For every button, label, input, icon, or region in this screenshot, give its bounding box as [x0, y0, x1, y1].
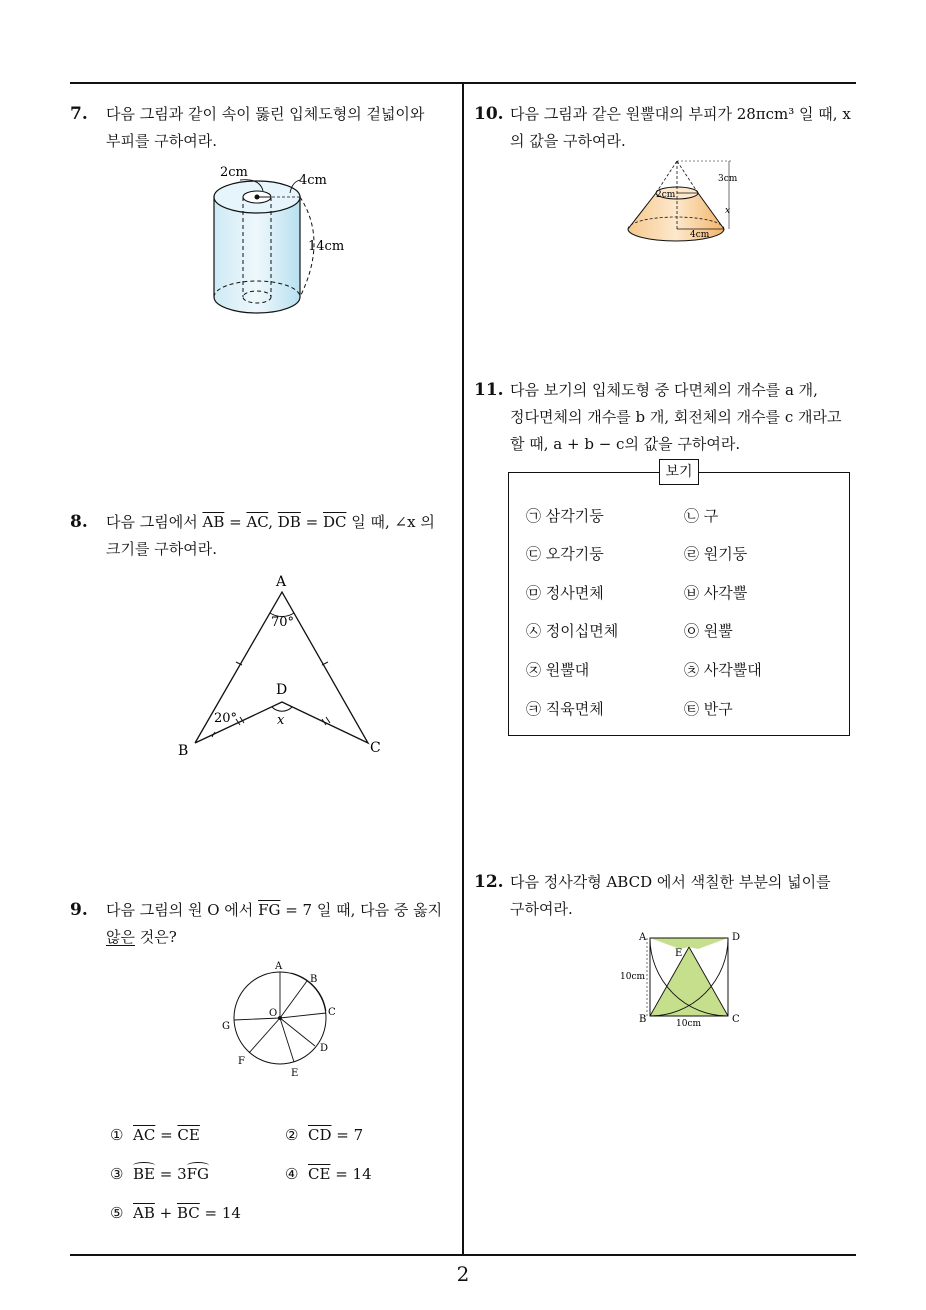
option-5[interactable]: ⑤ $\overline{AB} + \overline{BC} = 14$ [110, 1204, 241, 1222]
column-divider [462, 82, 464, 1256]
question-text-line1: 다음 그림과 같이 속이 뚫린 입체도형의 겉넓이와 [106, 105, 425, 123]
point-c-label: C [328, 1007, 336, 1018]
list-item: ㉤ 정사면체 [526, 584, 604, 602]
point-d-label: D [320, 1043, 329, 1054]
list-item: ㉢ 오각기둥 [526, 545, 604, 563]
angle-a-label: 70° [271, 615, 295, 630]
triangle-figure [170, 570, 390, 765]
list-item: ㉥ 사각뿔 [684, 584, 748, 602]
list-item: ㉧ 원뿔 [684, 622, 733, 640]
angle-x-label: x [277, 713, 285, 728]
question-8 [70, 509, 460, 569]
question-10 [474, 101, 854, 161]
question-number: 9. [70, 900, 88, 920]
vertex-c-label: C [732, 1014, 740, 1025]
vertex-b-label: B [639, 1014, 647, 1025]
question-text-line1: 다음 보기의 입체도형 중 다면체의 개수를 a 개, [510, 381, 818, 399]
label-upper-height: 3cm [718, 174, 738, 184]
list-item: ㉫ 반구 [684, 700, 733, 718]
list-item: ㉩ 사각뿔대 [684, 661, 762, 679]
question-text-line2: 구하여라. [510, 900, 573, 918]
list-item: ㉣ 원기둥 [684, 545, 748, 563]
question-number: 10. [474, 104, 504, 124]
label-outer-radius: 4cm [299, 173, 327, 188]
question-text-line2: 크기를 구하여라. [106, 540, 217, 558]
vertex-b-label: B [178, 743, 189, 759]
point-f-label: F [238, 1056, 245, 1067]
question-11 [474, 377, 854, 461]
list-item: ㉦ 정이십면체 [526, 622, 619, 640]
vertex-e-label: E [675, 948, 683, 959]
question-text-line1: 다음 정사각형 ABCD 에서 색칠한 부분의 넓이를 [510, 873, 831, 891]
question-text-line2: 정다면체의 개수를 b 개, 회전체의 개수를 c 개라고 [510, 408, 842, 426]
square-figure [618, 926, 748, 1032]
label-bottom-radius: 4cm [690, 230, 710, 240]
vertex-a-label: A [639, 932, 647, 943]
label-inner-radius: 2cm [220, 165, 248, 180]
question-text-line2: 않은 것은? [106, 928, 177, 946]
point-g-label: G [222, 1021, 230, 1032]
bottom-rule [70, 1254, 856, 1256]
question-12 [474, 869, 854, 929]
point-b-label: B [310, 974, 318, 985]
frustum-figure [620, 155, 750, 247]
option-2[interactable]: ② $\overline{CD} = 7$ [285, 1126, 364, 1144]
vertex-d-label: D [732, 932, 741, 943]
question-text-line2: 부피를 구하여라. [106, 132, 217, 150]
label-x: x [725, 206, 731, 216]
label-top-radius: 2cm [656, 190, 676, 200]
circle-figure [218, 958, 348, 1080]
angle-b-label: 20° [214, 711, 238, 726]
list-item: ㉡ 구 [684, 507, 719, 525]
question-7 [70, 101, 460, 161]
question-text-line1: 다음 그림에서 $\overline{AB} = \overline{AC}$, $\overline{DB} = \overline{DC}$ 일 때, ∠x 의 [106, 513, 435, 531]
page-number: 2 [456, 1262, 470, 1286]
question-text-line1: 다음 그림과 같은 원뿔대의 부피가 28πcm³ 일 때, x [510, 105, 851, 123]
list-item: ㉠ 삼각기둥 [526, 507, 604, 525]
label-bottom: 10cm [676, 1019, 702, 1029]
question-9 [70, 897, 460, 957]
vertex-d-label: D [276, 682, 288, 698]
label-height: 14cm [308, 239, 345, 254]
question-text-line1: 다음 그림의 원 O 에서 $\overline{FG} = 7$ 일 때, 다음 중 옳지 [106, 901, 443, 919]
question-text-line2: 의 값을 구하여라. [510, 132, 626, 150]
vertex-c-label: C [370, 740, 381, 756]
list-item: ㉪ 직육면체 [526, 700, 604, 718]
label-side: 10cm [620, 972, 646, 982]
point-o-label: O [269, 1008, 278, 1019]
hollow-cylinder-figure [200, 160, 370, 330]
option-3[interactable]: ③ BE = 3FG [110, 1165, 210, 1183]
example-box-title: 보기 [659, 459, 699, 485]
question-number: 7. [70, 104, 88, 124]
list-item: ㉨ 원뿔대 [526, 661, 590, 679]
option-1[interactable]: ① $\overline{AC} = \overline{CE}$ [110, 1126, 200, 1144]
question-number: 12. [474, 872, 504, 892]
point-a-label: A [275, 961, 283, 972]
option-4[interactable]: ④ $\overline{CE} = 14$ [285, 1165, 372, 1183]
vertex-a-label: A [276, 574, 287, 590]
question-text-line3: 할 때, a + b − c의 값을 구하여라. [510, 435, 741, 453]
question-number: 11. [474, 380, 504, 400]
point-e-label: E [291, 1068, 299, 1079]
question-number: 8. [70, 512, 88, 532]
